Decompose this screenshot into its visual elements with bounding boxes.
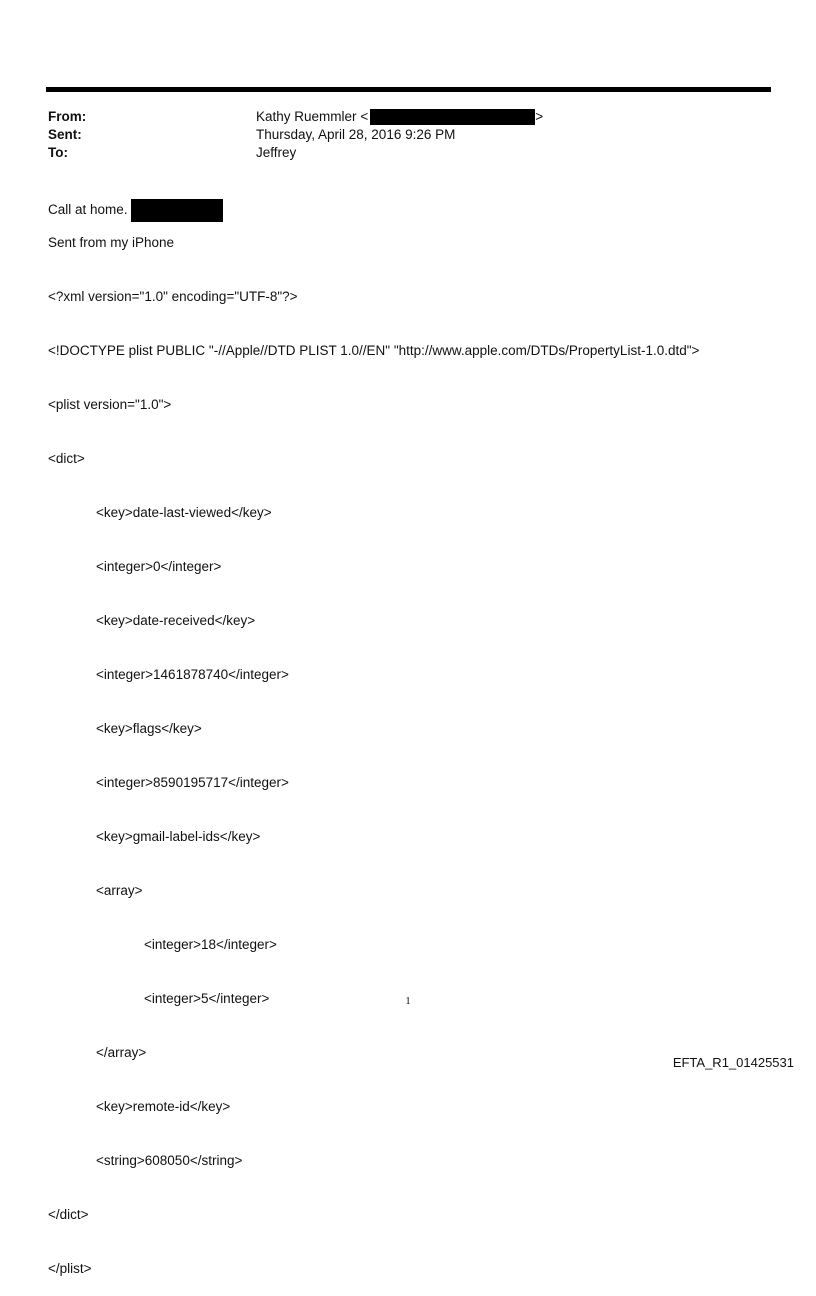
from-value [256, 108, 543, 126]
xml-line: <array> [96, 883, 143, 898]
message-line-1 [48, 199, 223, 222]
from-close-bracket: > [535, 109, 544, 124]
xml-line: <key>date-received</key> [96, 613, 256, 628]
xml-line: </dict> [48, 1207, 89, 1222]
from-open-bracket: < [360, 109, 369, 124]
xml-line: <key>flags</key> [96, 721, 202, 736]
message-signature: Sent from my iPhone [48, 235, 175, 250]
xml-line: <integer>1461878740</integer> [96, 667, 289, 682]
plist-xml-block [48, 252, 699, 1296]
header-divider-rule [46, 87, 771, 92]
xml-line: <integer>0</integer> [96, 559, 222, 574]
page-number: 1 [405, 995, 411, 1007]
xml-line: <key>date-last-viewed</key> [96, 505, 272, 520]
to-value: Jeffrey [256, 145, 297, 160]
xml-line: </array> [96, 1045, 147, 1060]
sent-label: Sent: [48, 127, 82, 142]
sent-value: Thursday, April 28, 2016 9:26 PM [256, 127, 456, 142]
redaction-bar [131, 199, 223, 222]
xml-line: <key>gmail-label-ids</key> [96, 829, 261, 844]
xml-line: <!DOCTYPE plist PUBLIC "-//Apple//DTD PLIST 1.0//EN" "http://www.apple.com/DTDs/PropertyList-1.0.dtd"> [48, 343, 700, 358]
from-label: From: [48, 109, 87, 124]
call-at-home-text: Call at home. [48, 202, 128, 218]
redaction-bar [370, 109, 535, 125]
xml-line: <key>remote-id</key> [96, 1099, 231, 1114]
to-label: To: [48, 145, 68, 160]
xml-line: </plist> [48, 1261, 92, 1276]
bates-number: EFTA_R1_01425531 [672, 1055, 794, 1070]
xml-line: <integer>8590195717</integer> [96, 775, 289, 790]
xml-line: <integer>5</integer> [144, 991, 270, 1006]
from-name: Kathy Ruemmler [256, 109, 357, 124]
xml-line: <?xml version="1.0" encoding="UTF-8"?> [48, 289, 298, 304]
xml-line: <plist version="1.0"> [48, 397, 172, 412]
xml-line: <dict> [48, 451, 85, 466]
xml-line: <integer>18</integer> [144, 937, 277, 952]
xml-line: <string>608050</string> [96, 1153, 243, 1168]
